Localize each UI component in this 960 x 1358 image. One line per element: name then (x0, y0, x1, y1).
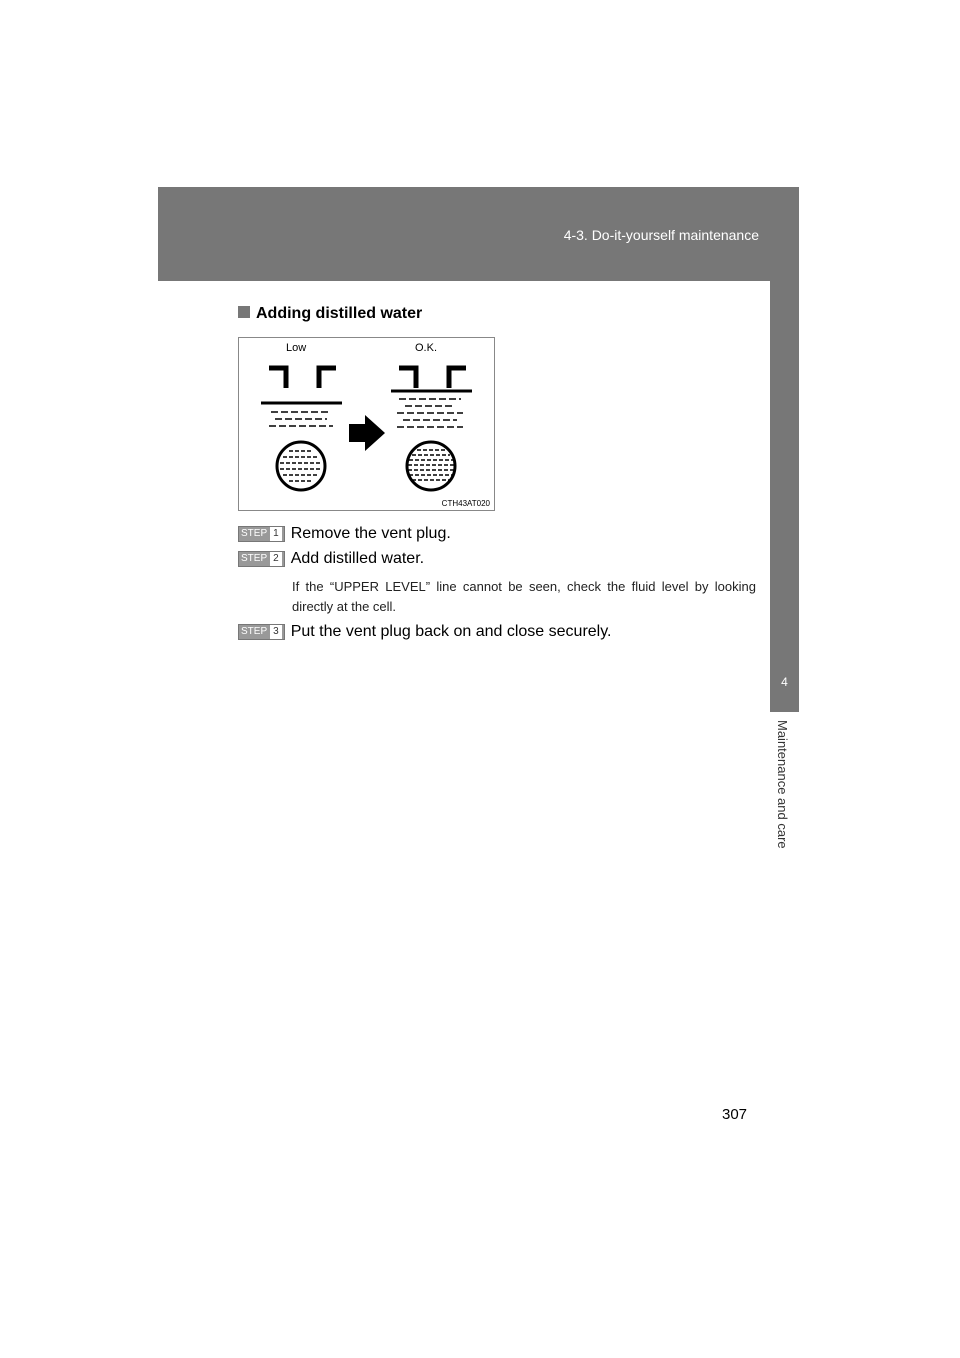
chapter-title-tab (740, 720, 830, 870)
square-bullet-icon (238, 306, 250, 318)
step-2-note: If the “UPPER LEVEL” line cannot be seen, check the fluid level by looking directly at the cell. (292, 579, 756, 614)
chapter-number: 4 (781, 675, 788, 689)
battery-fluid-figure (238, 337, 495, 511)
section-heading-text: Adding distilled water (256, 305, 423, 322)
step-badge: STEP 1 (238, 526, 285, 542)
figure-label-ok: O.K. (415, 342, 438, 354)
step-text: Remove the vent plug. (290, 525, 451, 542)
step-2 (238, 550, 424, 568)
section-title: 4-3. Do-it-yourself maintenance (563, 227, 759, 243)
step-3 (238, 623, 611, 641)
section-heading (238, 305, 422, 323)
figure-label-low: Low (286, 342, 307, 354)
step-1 (238, 525, 451, 543)
chapter-tab (770, 281, 799, 712)
step-text: Add distilled water. (290, 550, 425, 567)
battery-cell-illustration (239, 338, 494, 510)
figure-code: CTH43AT020 (441, 499, 490, 508)
step-text: Put the vent plug back on and close securely. (290, 623, 612, 640)
page-number: 307 (722, 1106, 748, 1123)
low-cell-icon (261, 368, 342, 490)
ok-cell-icon (391, 368, 472, 490)
arrow-right-icon (349, 415, 385, 451)
header-bar (158, 187, 799, 281)
step-badge: STEP 2 (238, 551, 285, 567)
chapter-title: Maintenance and care (775, 720, 790, 849)
step-badge: STEP 3 (238, 624, 285, 640)
